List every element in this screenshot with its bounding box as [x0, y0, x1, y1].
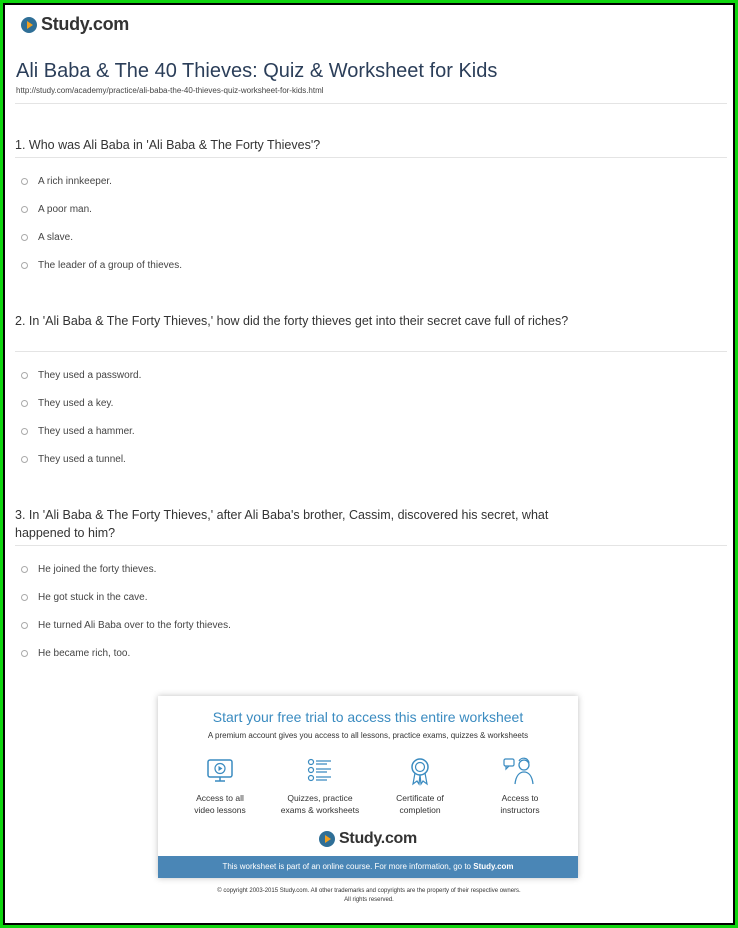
answer-option[interactable]: [21, 398, 113, 409]
feature-video-lessons: [170, 756, 270, 816]
option-label: He turned Ali Baba over to the forty thieves.: [38, 620, 231, 631]
question-3: 3. In 'Ali Baba & The Forty Thieves,' after Ali Baba's brother, Cassim, discovered his secret, what happened to him?: [15, 508, 549, 540]
promo-title[interactable]: Start your free trial to access this entire worksheet: [212, 709, 524, 725]
radio-button[interactable]: [21, 206, 28, 213]
option-label: They used a hammer.: [38, 426, 135, 437]
radio-button[interactable]: [21, 622, 28, 629]
feature-line: Access to all: [196, 793, 244, 803]
promo-subtitle: A premium account gives you access to all lessons, practice exams, quizzes & worksheets: [207, 731, 529, 740]
radio-button[interactable]: [21, 456, 28, 463]
course-info-bar: [158, 856, 578, 878]
copyright-line: © copyright 2003-2015 Study.com. All other trademarks and copyrights are the property of their respective owners.: [217, 888, 521, 894]
radio-button[interactable]: [21, 566, 28, 573]
option-label: A poor man.: [38, 204, 92, 215]
divider: [15, 103, 727, 104]
radio-button[interactable]: [21, 650, 28, 657]
feature-line: video lessons: [194, 805, 246, 815]
answer-option[interactable]: [21, 176, 112, 187]
video-icon: [205, 756, 235, 786]
divider: [15, 157, 727, 158]
option-label: He got stuck in the cave.: [38, 592, 148, 603]
feature-line: Certificate of: [396, 793, 444, 803]
copyright: [5, 887, 733, 905]
feature-line: instructors: [500, 805, 540, 815]
radio-button[interactable]: [21, 400, 28, 407]
page-url: http://study.com/academy/practice/ali-baba-the-40-thieves-quiz-worksheet-for-kids.html: [16, 86, 324, 95]
feature-certificate: [370, 756, 470, 816]
answer-option[interactable]: [21, 564, 156, 575]
option-label: A rich innkeeper.: [38, 176, 112, 187]
option-label: The leader of a group of thieves.: [38, 260, 182, 271]
answer-option[interactable]: [21, 232, 73, 243]
feature-line: completion: [399, 805, 441, 815]
feature-line: exams & worksheets: [280, 805, 360, 815]
answer-option[interactable]: [21, 370, 141, 381]
radio-button[interactable]: [21, 178, 28, 185]
answer-option[interactable]: [21, 648, 130, 659]
list-icon: [305, 756, 335, 786]
study-link[interactable]: Study.com: [473, 862, 514, 871]
question-2: 2. In 'Ali Baba & The Forty Thieves,' how did the forty thieves get into their secret cave full of riches?: [15, 314, 569, 328]
option-label: A slave.: [38, 232, 74, 243]
answer-option[interactable]: [21, 454, 126, 465]
certificate-icon: [405, 756, 435, 786]
radio-button[interactable]: [21, 428, 28, 435]
answer-option[interactable]: [21, 426, 135, 437]
page-title: Ali Baba & The 40 Thieves: Quiz & Worksheet for Kids: [16, 60, 498, 82]
free-trial-promo: [158, 696, 578, 878]
feature-instructors: [470, 756, 570, 816]
answer-option[interactable]: [21, 592, 148, 603]
logo-text: Study.com: [339, 830, 417, 847]
promo-study-logo[interactable]: [158, 830, 578, 848]
feature-line: Access to: [501, 793, 539, 803]
answer-option[interactable]: [21, 620, 231, 631]
question-1: 1. Who was Ali Baba in 'Ali Baba & The Forty Thieves'?: [15, 138, 321, 152]
radio-button[interactable]: [21, 594, 28, 601]
feature-quizzes: [270, 756, 370, 816]
study-logo[interactable]: [21, 14, 129, 35]
radio-button[interactable]: [21, 372, 28, 379]
radio-button[interactable]: [21, 262, 28, 269]
copyright-line: All rights reserved.: [344, 897, 394, 903]
logo-text: Study.com: [41, 14, 129, 34]
answer-option[interactable]: [21, 260, 182, 271]
feature-line: Quizzes, practice: [287, 793, 353, 803]
play-logo-icon: [319, 831, 335, 847]
option-label: They used a key.: [38, 398, 114, 409]
instructor-icon: [502, 756, 538, 786]
divider: [15, 351, 727, 352]
option-label: He became rich, too.: [38, 648, 131, 659]
bar-text: This worksheet is part of an online course. For more information, go to: [222, 862, 471, 871]
option-label: He joined the forty thieves.: [38, 564, 157, 575]
radio-button[interactable]: [21, 234, 28, 241]
option-label: They used a password.: [38, 370, 142, 381]
answer-option[interactable]: [21, 204, 92, 215]
play-logo-icon: [21, 17, 37, 33]
option-label: They used a tunnel.: [38, 454, 126, 465]
worksheet-page: [3, 3, 735, 925]
divider: [15, 545, 727, 546]
